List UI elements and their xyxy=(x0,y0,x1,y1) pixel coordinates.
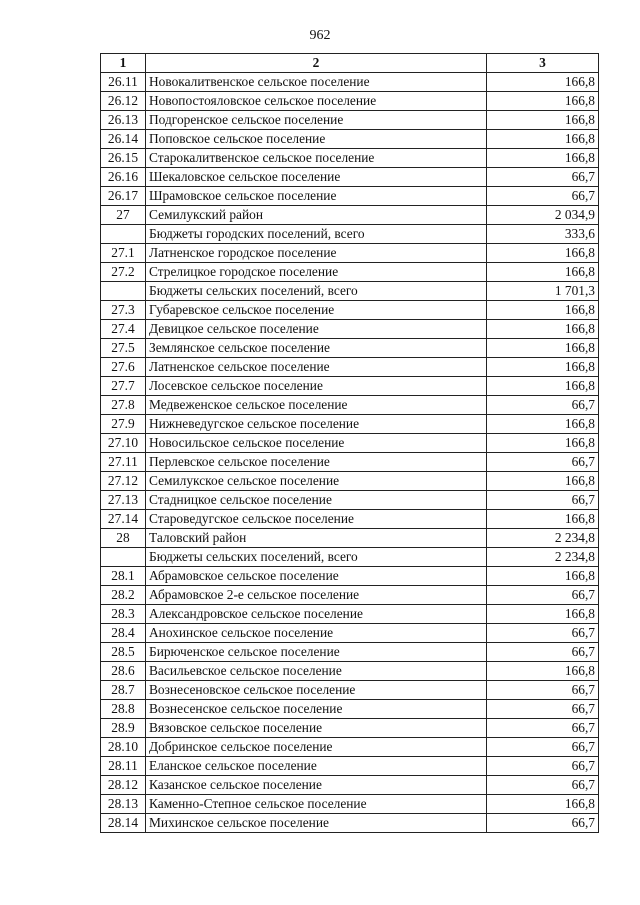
row-name: Абрамовское 2-е сельское поселение xyxy=(146,586,487,605)
row-value: 166,8 xyxy=(487,415,599,434)
row-code: 27.6 xyxy=(101,358,146,377)
row-value: 2 034,9 xyxy=(487,206,599,225)
row-value: 66,7 xyxy=(487,719,599,738)
table-row xyxy=(101,814,599,833)
row-name: Шрамовское сельское поселение xyxy=(146,187,487,206)
table-header xyxy=(101,54,599,73)
row-value: 166,8 xyxy=(487,567,599,586)
header-row xyxy=(101,54,599,73)
row-name: Анохинское сельское поселение xyxy=(146,624,487,643)
row-code: 26.11 xyxy=(101,73,146,92)
row-name: Нижневедугское сельское поселение xyxy=(146,415,487,434)
row-name: Семилукский район xyxy=(146,206,487,225)
row-code: 28.11 xyxy=(101,757,146,776)
row-code: 27.9 xyxy=(101,415,146,434)
table-row xyxy=(101,567,599,586)
row-name: Поповское сельское поселение xyxy=(146,130,487,149)
table-row xyxy=(101,586,599,605)
row-code: 28.4 xyxy=(101,624,146,643)
row-code: 27.4 xyxy=(101,320,146,339)
row-name: Каменно-Степное сельское поселение xyxy=(146,795,487,814)
row-value: 166,8 xyxy=(487,92,599,111)
table-row xyxy=(101,681,599,700)
table-row xyxy=(101,510,599,529)
row-code: 26.13 xyxy=(101,111,146,130)
table-row xyxy=(101,301,599,320)
row-code: 26.16 xyxy=(101,168,146,187)
table-row xyxy=(101,738,599,757)
row-code: 28.13 xyxy=(101,795,146,814)
row-name: Стадницкое сельское поселение xyxy=(146,491,487,510)
row-value: 66,7 xyxy=(487,776,599,795)
row-value: 166,8 xyxy=(487,111,599,130)
row-code: 28.6 xyxy=(101,662,146,681)
table-row xyxy=(101,719,599,738)
row-value: 66,7 xyxy=(487,396,599,415)
row-code: 28.3 xyxy=(101,605,146,624)
row-name: Лосевское сельское поселение xyxy=(146,377,487,396)
column-header-name: 2 xyxy=(146,54,487,73)
table-row xyxy=(101,776,599,795)
table-row xyxy=(101,453,599,472)
row-code xyxy=(101,282,146,301)
row-code xyxy=(101,548,146,567)
row-name: Бюджеты сельских поселений, всего xyxy=(146,548,487,567)
table-row xyxy=(101,700,599,719)
row-code: 28.12 xyxy=(101,776,146,795)
row-value: 66,7 xyxy=(487,814,599,833)
row-code: 27.13 xyxy=(101,491,146,510)
table-row xyxy=(101,282,599,301)
row-code: 26.14 xyxy=(101,130,146,149)
row-code: 26.17 xyxy=(101,187,146,206)
row-code: 27.2 xyxy=(101,263,146,282)
row-value: 166,8 xyxy=(487,320,599,339)
row-value: 166,8 xyxy=(487,795,599,814)
row-code: 27.7 xyxy=(101,377,146,396)
row-value: 66,7 xyxy=(487,453,599,472)
row-code: 28.7 xyxy=(101,681,146,700)
row-value: 66,7 xyxy=(487,187,599,206)
row-name: Александровское сельское поселение xyxy=(146,605,487,624)
table-row xyxy=(101,605,599,624)
row-value: 166,8 xyxy=(487,662,599,681)
row-value: 1 701,3 xyxy=(487,282,599,301)
row-code: 27.3 xyxy=(101,301,146,320)
row-code: 28.2 xyxy=(101,586,146,605)
row-value: 166,8 xyxy=(487,263,599,282)
row-name: Бюджеты городских поселений, всего xyxy=(146,225,487,244)
row-name: Вознесенское сельское поселение xyxy=(146,700,487,719)
table-row xyxy=(101,529,599,548)
row-value: 166,8 xyxy=(487,339,599,358)
row-name: Шекаловское сельское поселение xyxy=(146,168,487,187)
row-value: 166,8 xyxy=(487,377,599,396)
table-row xyxy=(101,757,599,776)
row-value: 333,6 xyxy=(487,225,599,244)
row-name: Семилукское сельское поселение xyxy=(146,472,487,491)
row-code: 26.12 xyxy=(101,92,146,111)
row-value: 66,7 xyxy=(487,491,599,510)
row-name: Вязовское сельское поселение xyxy=(146,719,487,738)
table-row xyxy=(101,339,599,358)
table-row xyxy=(101,491,599,510)
row-name: Губаревское сельское поселение xyxy=(146,301,487,320)
column-header-value: 3 xyxy=(487,54,599,73)
page-number: 962 xyxy=(309,28,331,43)
row-code: 28.1 xyxy=(101,567,146,586)
row-name: Добринское сельское поселение xyxy=(146,738,487,757)
row-code: 28.5 xyxy=(101,643,146,662)
row-value: 166,8 xyxy=(487,472,599,491)
row-code: 27.5 xyxy=(101,339,146,358)
table-row xyxy=(101,187,599,206)
table-row xyxy=(101,73,599,92)
table-row xyxy=(101,472,599,491)
table-row xyxy=(101,662,599,681)
row-code: 27.11 xyxy=(101,453,146,472)
row-name: Новосильское сельское поселение xyxy=(146,434,487,453)
row-code: 28.9 xyxy=(101,719,146,738)
row-value: 66,7 xyxy=(487,586,599,605)
table-row xyxy=(101,624,599,643)
row-value: 166,8 xyxy=(487,434,599,453)
row-code: 27.14 xyxy=(101,510,146,529)
row-value: 166,8 xyxy=(487,73,599,92)
row-value: 166,8 xyxy=(487,244,599,263)
table-row xyxy=(101,795,599,814)
row-name: Бирюченское сельское поселение xyxy=(146,643,487,662)
row-value: 66,7 xyxy=(487,700,599,719)
row-value: 66,7 xyxy=(487,643,599,662)
table-row xyxy=(101,111,599,130)
row-name: Михинское сельское поселение xyxy=(146,814,487,833)
row-code: 27.12 xyxy=(101,472,146,491)
row-name: Латненское городское поселение xyxy=(146,244,487,263)
row-code: 27.8 xyxy=(101,396,146,415)
row-name: Девицкое сельское поселение xyxy=(146,320,487,339)
table-row xyxy=(101,320,599,339)
row-code: 28.14 xyxy=(101,814,146,833)
row-code: 27.10 xyxy=(101,434,146,453)
row-value: 166,8 xyxy=(487,358,599,377)
row-value: 166,8 xyxy=(487,301,599,320)
row-value: 166,8 xyxy=(487,605,599,624)
row-value: 66,7 xyxy=(487,681,599,700)
table-row xyxy=(101,206,599,225)
row-code: 28.10 xyxy=(101,738,146,757)
row-code xyxy=(101,225,146,244)
row-name: Таловский район xyxy=(146,529,487,548)
row-name: Землянское сельское поселение xyxy=(146,339,487,358)
table-row xyxy=(101,643,599,662)
table-row xyxy=(101,130,599,149)
table-row xyxy=(101,396,599,415)
row-name: Вознесеновское сельское поселение xyxy=(146,681,487,700)
row-value: 2 234,8 xyxy=(487,529,599,548)
row-name: Казанское сельское поселение xyxy=(146,776,487,795)
table-row xyxy=(101,263,599,282)
row-name: Васильевское сельское поселение xyxy=(146,662,487,681)
row-code: 26.15 xyxy=(101,149,146,168)
budget-table xyxy=(100,53,599,833)
row-value: 66,7 xyxy=(487,757,599,776)
table-row xyxy=(101,92,599,111)
row-value: 66,7 xyxy=(487,624,599,643)
row-code: 28 xyxy=(101,529,146,548)
row-value: 166,8 xyxy=(487,149,599,168)
table-row xyxy=(101,415,599,434)
row-name: Абрамовское сельское поселение xyxy=(146,567,487,586)
row-name: Стрелицкое городское поселение xyxy=(146,263,487,282)
row-name: Латненское сельское поселение xyxy=(146,358,487,377)
table-row xyxy=(101,168,599,187)
table-body xyxy=(101,73,599,833)
row-code: 28.8 xyxy=(101,700,146,719)
row-name: Еланское сельское поселение xyxy=(146,757,487,776)
row-value: 166,8 xyxy=(487,130,599,149)
table-row xyxy=(101,548,599,567)
row-name: Бюджеты сельских поселений, всего xyxy=(146,282,487,301)
column-header-code: 1 xyxy=(101,54,146,73)
row-code: 27 xyxy=(101,206,146,225)
table-row xyxy=(101,244,599,263)
row-name: Новокалитвенское сельское поселение xyxy=(146,73,487,92)
table-row xyxy=(101,225,599,244)
row-value: 66,7 xyxy=(487,168,599,187)
table-row xyxy=(101,358,599,377)
table-row xyxy=(101,377,599,396)
row-name: Медвеженское сельское поселение xyxy=(146,396,487,415)
row-code: 27.1 xyxy=(101,244,146,263)
row-name: Подгоренское сельское поселение xyxy=(146,111,487,130)
row-value: 166,8 xyxy=(487,510,599,529)
row-value: 66,7 xyxy=(487,738,599,757)
row-name: Перлевское сельское поселение xyxy=(146,453,487,472)
row-value: 2 234,8 xyxy=(487,548,599,567)
row-name: Старокалитвенское сельское поселение xyxy=(146,149,487,168)
row-name: Новопостояловское сельское поселение xyxy=(146,92,487,111)
table-row xyxy=(101,434,599,453)
table-row xyxy=(101,149,599,168)
row-name: Староведугское сельское поселение xyxy=(146,510,487,529)
